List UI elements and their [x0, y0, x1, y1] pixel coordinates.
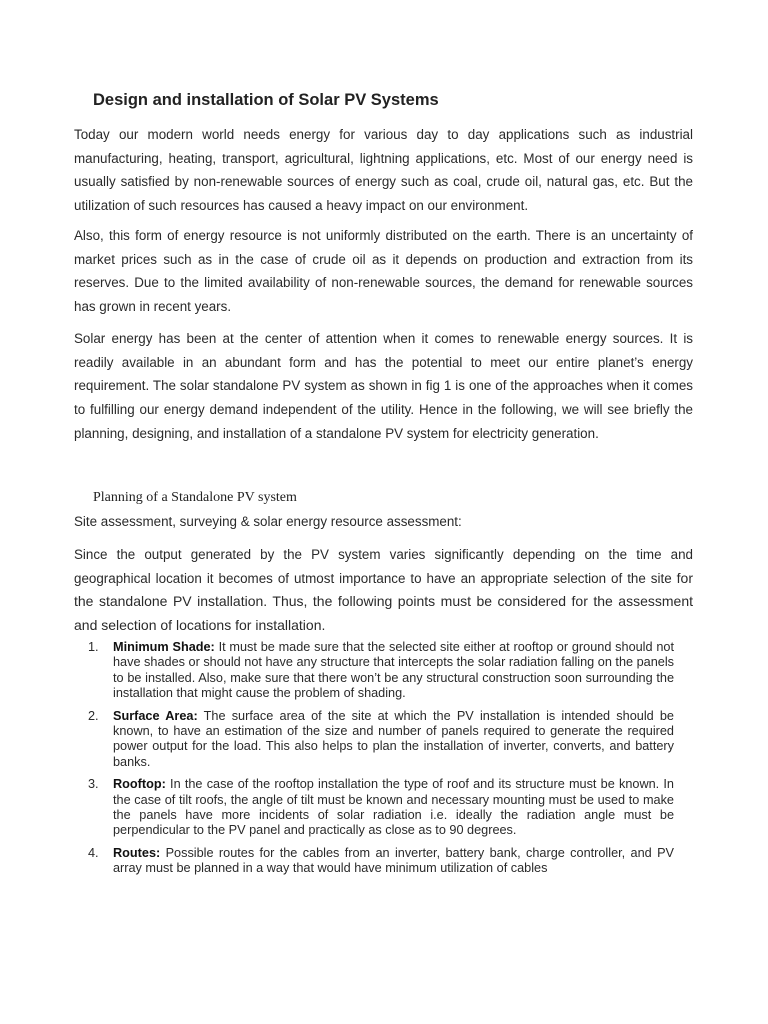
list-text: Possible routes for the cables from an inverter, battery bank, charge controller, and PV array must be planned in a way that would have minimum utilization of cables — [113, 845, 674, 876]
paragraph-1: Today our modern world needs energy for various day to day applications such as industrial manufacturing, heating, transport, agricultural, lightning applications, etc. Most of our energy need is usually satisfied by non-renewable sources of energy such as coal, crude oil, natural gas, etc. But the utilization of such resources has caused a heavy impact on our environment. — [74, 127, 693, 214]
list-number: 2. — [88, 708, 99, 723]
list-label: Routes: — [113, 845, 161, 860]
list-label: Surface Area: — [113, 708, 198, 723]
paragraph-4 — [74, 543, 693, 638]
paragraph-4-rest: for the standalone PV installation. Thus, the following points must be considered for the assessment and selection of locations for installation. — [74, 569, 693, 634]
document-title: Design and installation of Solar PV Systems — [93, 91, 439, 109]
list-item — [88, 709, 674, 771]
paragraph-3: Solar energy has been at the center of attention when it comes to renewable energy sources. It is readily available in an abundant form and has the potential to meet our entire planet’s energy requirement. The solar standalone PV system as shown in fig 1 is one of the approaches when it comes to fulfilling our energy demand independent of the utility. Hence in the following, we will see briefly the planning, designing, and installation of a standalone PV system for electricity generation. — [74, 331, 693, 441]
list-number: 4. — [88, 845, 99, 860]
list-number: 3. — [88, 777, 99, 792]
paragraph-4-first: Since the output generated by the PV system varies significantly depending on the time and geographical location it becomes of utmost importance to have an appropriate selection of the site — [74, 547, 693, 586]
list-text: It must be made sure that the selected site either at rooftop or ground should not have shades or should not have any structure that intercepts the solar radiation falling on the panels to be installed. Also, make sure that there won’t be any structural construction soon surrounding the installation that might cause the problem of shading. — [113, 640, 674, 701]
list-item — [88, 777, 674, 839]
list-number: 1. — [88, 640, 99, 654]
list-label: Rooftop: — [113, 777, 166, 792]
list-label: Minimum Shade: — [113, 640, 215, 654]
subheading: Site assessment, surveying & solar energy resource assessment: — [74, 514, 462, 529]
section-heading: Planning of a Standalone PV system — [93, 490, 297, 505]
list-item — [88, 846, 674, 877]
list-item — [88, 640, 674, 702]
list-text: The surface area of the site at which the PV installation is intended should be known, to have an estimation of the size and number of panels required to generate the required power output for the load. This also helps to plan the installation of inverter, converts, and battery banks. — [113, 708, 674, 769]
considerations-list — [88, 640, 674, 884]
paragraph-2: Also, this form of energy resource is not uniformly distributed on the earth. There is an uncertainty of market prices such as in the case of crude oil as it depends on production and extraction from its reserves. Due to the limited availability of non-renewable sources, the demand for renewable sources has grown in recent years. — [74, 228, 693, 315]
list-text: In the case of the rooftop installation the type of roof and its structure must be known. In the case of tilt roofs, the angle of tilt must be known and necessary mounting must be used to make the panels have more incidents of solar radiation i.e. ideally the radiation angle must be perpendicular to the PV panel and practically as close as to 90 degrees. — [113, 777, 674, 838]
